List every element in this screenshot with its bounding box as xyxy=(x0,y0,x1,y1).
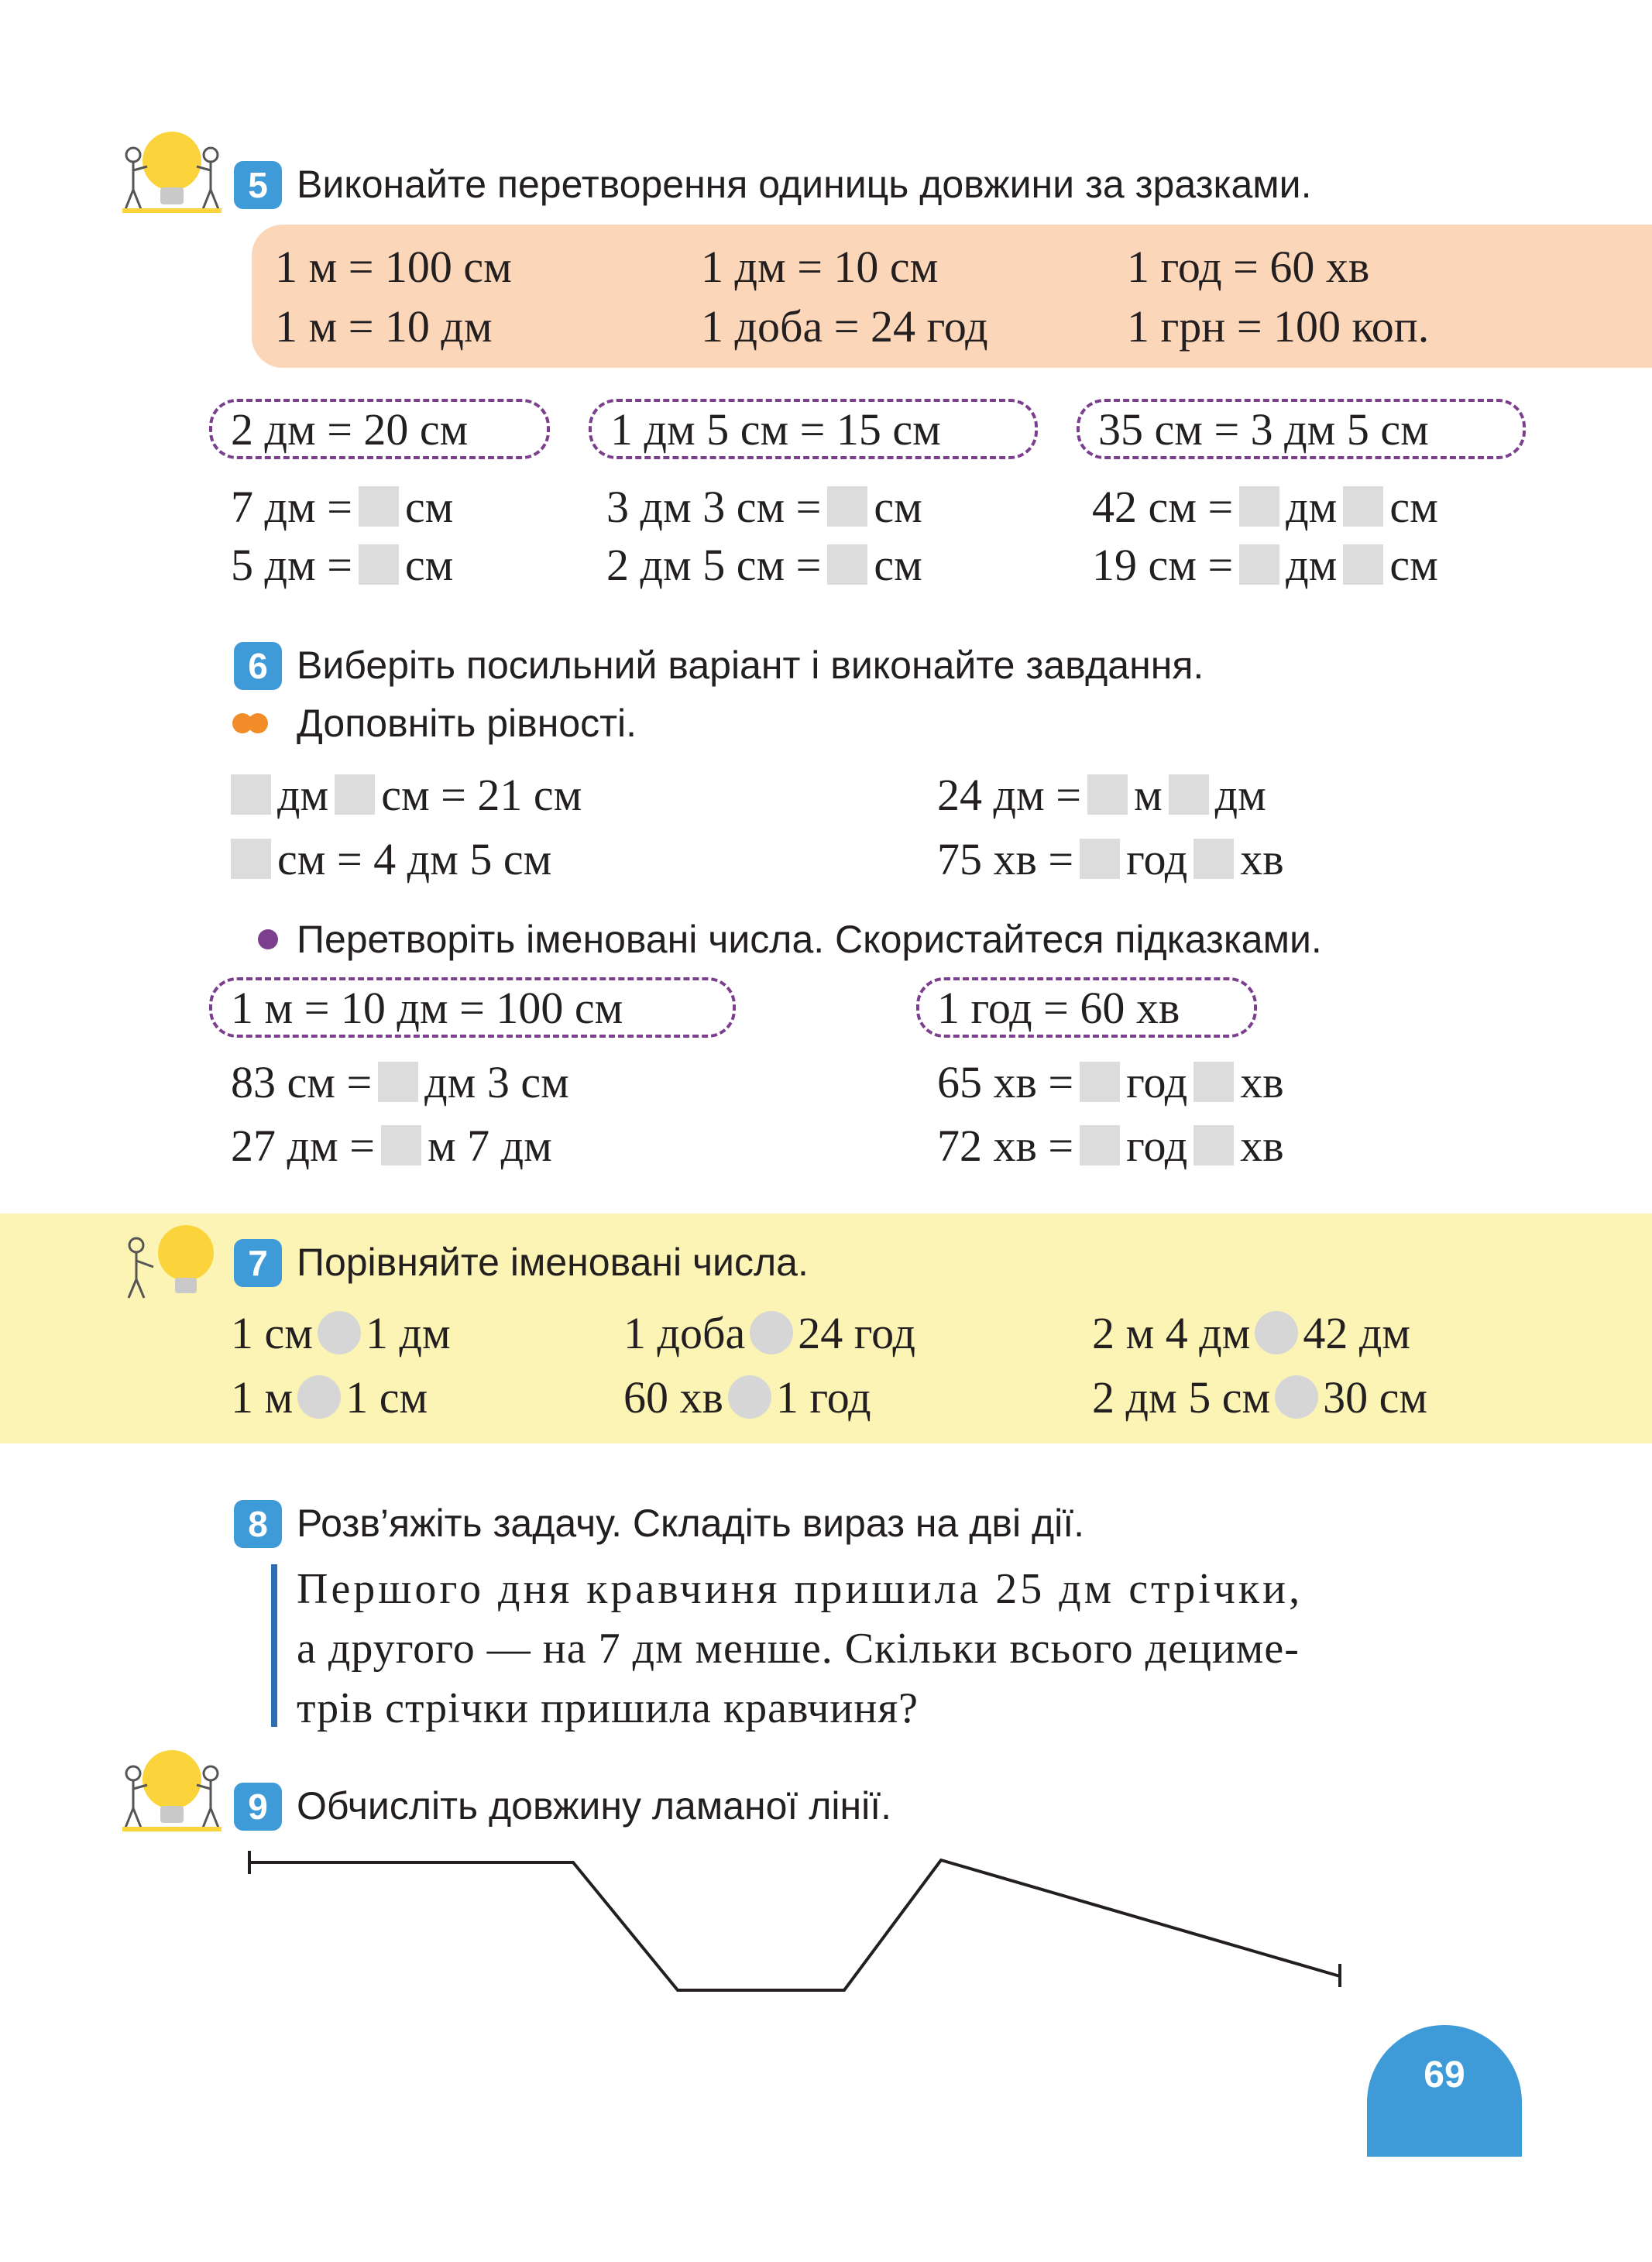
unit: см xyxy=(404,482,454,532)
hint-1-text: 1 м = 10 дм = 100 см xyxy=(231,983,623,1033)
answer-box[interactable] xyxy=(1080,1125,1120,1165)
unit: дм xyxy=(1214,770,1266,820)
compare-row xyxy=(1092,1306,1410,1361)
expr: 7 дм = xyxy=(231,482,352,532)
compare-circle[interactable] xyxy=(1275,1375,1318,1419)
unit: дм xyxy=(1286,482,1338,532)
exercise-row xyxy=(231,832,551,887)
unit: год xyxy=(1126,1121,1188,1171)
unit: м xyxy=(1133,770,1163,820)
answer-box[interactable] xyxy=(1239,486,1279,527)
two-dots-bullet-icon xyxy=(232,713,268,739)
exercise-row xyxy=(937,1055,1284,1110)
answer-box[interactable] xyxy=(1343,544,1383,585)
task-9-instruction: Обчисліть довжину ламаної лінії. xyxy=(297,1784,891,1828)
expr: 75 хв = xyxy=(937,834,1074,884)
variant-2-label: Перетворіть іменовані числа. Скористайтеся підказками. xyxy=(297,918,1322,961)
left-value: 2 дм 5 см xyxy=(1092,1372,1271,1423)
exercise-row xyxy=(606,480,922,534)
answer-box[interactable] xyxy=(1080,839,1120,879)
task-7-badge: 7 xyxy=(234,1239,282,1287)
problem-line-1: Першого дня кравчиня пришила 25 дм стрічки, xyxy=(297,1565,1303,1613)
broken-line-main-drawing xyxy=(240,1828,1386,2006)
sample-4: 1 м = 10 дм xyxy=(275,301,493,352)
broken-line-final xyxy=(232,2246,233,2247)
answer-box[interactable] xyxy=(378,1062,418,1102)
compare-row xyxy=(231,1371,428,1425)
right-value: 30 см xyxy=(1323,1372,1428,1423)
answer-box[interactable] xyxy=(231,774,271,815)
task-7-instruction: Порівняйте іменовані числа. xyxy=(297,1241,809,1284)
expr: 27 дм = xyxy=(231,1121,375,1171)
right-value: 1 год xyxy=(775,1372,871,1423)
hint-2-text: 1 год = 60 хв xyxy=(937,983,1180,1033)
task-8-instruction: Розв’яжіть задачу. Складіть вираз на дві дії. xyxy=(297,1502,1085,1545)
unit: см xyxy=(1389,540,1438,590)
unit: см xyxy=(874,482,922,532)
answer-box[interactable] xyxy=(827,544,867,585)
sample-1: 1 м = 100 см xyxy=(275,242,512,292)
variant-1-label: Доповніть рівності. xyxy=(297,702,637,745)
answer-box[interactable] xyxy=(335,774,375,815)
compare-row xyxy=(231,1306,451,1361)
problem-line-3: трів стрічки пришила кравчиня? xyxy=(297,1684,919,1732)
compare-row xyxy=(623,1371,871,1425)
answer-box[interactable] xyxy=(359,486,399,527)
exercise-row xyxy=(606,538,922,592)
unit: см xyxy=(1389,482,1438,532)
lightbulb-figure-icon xyxy=(116,1216,225,1301)
task-5-instruction: Виконайте перетворення одиниць довжини за зразками. xyxy=(297,163,1312,206)
answer-box[interactable] xyxy=(1193,1062,1234,1102)
right-value: 42 дм xyxy=(1303,1308,1411,1358)
exercise-row xyxy=(231,480,453,534)
unit: дм xyxy=(1286,540,1338,590)
task-9-badge: 9 xyxy=(234,1783,282,1831)
expr: 72 хв = xyxy=(937,1121,1074,1171)
compare-circle[interactable] xyxy=(297,1375,341,1419)
answer-box[interactable] xyxy=(231,839,271,879)
problem-line-2: а другого — на 7 дм менше. Скільки всього децимe- xyxy=(297,1625,1300,1673)
broken-line-main xyxy=(240,2246,241,2247)
lightbulb-figures-icon xyxy=(116,1742,225,1835)
compare-circle[interactable] xyxy=(750,1311,793,1354)
unit: хв xyxy=(1240,834,1284,884)
expr: м 7 дм xyxy=(427,1121,552,1171)
answer-box[interactable] xyxy=(827,486,867,527)
example-1-text: 2 дм = 20 см xyxy=(231,404,469,455)
left-value: 2 м 4 дм xyxy=(1092,1308,1251,1358)
compare-circle[interactable] xyxy=(318,1311,361,1354)
answer-box[interactable] xyxy=(1193,1125,1234,1165)
expr: 42 см = xyxy=(1092,482,1234,532)
left-value: 1 м xyxy=(231,1372,294,1423)
right-value: 1 дм xyxy=(365,1308,451,1358)
dot-bullet-icon xyxy=(258,929,278,955)
answer-box[interactable] xyxy=(381,1125,421,1165)
exercise-row xyxy=(1092,480,1438,534)
sample-3: 1 год = 60 хв xyxy=(1127,242,1370,292)
example-2-text: 1 дм 5 см = 15 см xyxy=(610,404,941,455)
answer-box[interactable] xyxy=(1239,544,1279,585)
example-3-text: 35 см = 3 дм 5 см xyxy=(1098,404,1429,455)
task-6-badge: 6 xyxy=(234,642,282,690)
exercise-row xyxy=(1092,538,1438,592)
unit: дм xyxy=(277,770,329,820)
unit: см xyxy=(404,540,454,590)
expr: см = 4 дм 5 см xyxy=(277,834,552,884)
exercise-row xyxy=(231,1119,552,1173)
exercise-row xyxy=(937,768,1266,822)
answer-box[interactable] xyxy=(1343,486,1383,527)
answer-box[interactable] xyxy=(1169,774,1209,815)
compare-circle[interactable] xyxy=(728,1375,771,1419)
answer-box[interactable] xyxy=(1080,1062,1120,1102)
expr: 5 дм = xyxy=(231,540,352,590)
answer-box[interactable] xyxy=(1193,839,1234,879)
expr: 19 см = xyxy=(1092,540,1234,590)
lightbulb-figures-icon xyxy=(116,124,225,217)
compare-circle[interactable] xyxy=(1255,1311,1298,1354)
exercise-row xyxy=(937,1119,1284,1173)
left-value: 1 см xyxy=(231,1308,313,1358)
unit: год xyxy=(1126,834,1188,884)
exercise-row xyxy=(937,832,1284,887)
broken-line-graph xyxy=(240,2253,241,2254)
task-8-badge: 8 xyxy=(234,1500,282,1548)
answer-box[interactable] xyxy=(1087,774,1128,815)
answer-box[interactable] xyxy=(359,544,399,585)
task-5-badge: 5 xyxy=(234,161,282,209)
unit: хв xyxy=(1240,1121,1284,1171)
sample-6: 1 грн = 100 коп. xyxy=(1127,301,1430,352)
exercise-row xyxy=(231,538,453,592)
expr: 2 дм 5 см = xyxy=(606,540,822,590)
exercise-row xyxy=(231,1055,569,1110)
expr: см = 21 см xyxy=(381,770,582,820)
left-value: 60 хв xyxy=(623,1372,723,1423)
exercise-row xyxy=(231,768,582,822)
compare-row xyxy=(623,1306,915,1361)
task-8-bar xyxy=(271,1564,277,1727)
compare-row xyxy=(1092,1371,1427,1425)
sample-5: 1 доба = 24 год xyxy=(701,301,988,352)
expr: 24 дм = xyxy=(937,770,1081,820)
expr: 3 дм 3 см = xyxy=(606,482,822,532)
right-value: 1 см xyxy=(345,1372,428,1423)
unit: хв xyxy=(1240,1057,1284,1107)
unit: см xyxy=(874,540,922,590)
sample-2: 1 дм = 10 см xyxy=(701,242,939,292)
page-number: 69 xyxy=(1367,2025,1522,2157)
expr: дм 3 см xyxy=(424,1057,569,1107)
left-value: 1 доба xyxy=(623,1308,746,1358)
right-value: 24 год xyxy=(798,1308,915,1358)
expr: 65 хв = xyxy=(937,1057,1074,1107)
task-6-instruction: Виберіть посильний варіант і виконайте завдання. xyxy=(297,644,1204,687)
broken-line-segments xyxy=(249,1860,1340,1990)
expr: 83 см = xyxy=(231,1057,373,1107)
unit: год xyxy=(1126,1057,1188,1107)
